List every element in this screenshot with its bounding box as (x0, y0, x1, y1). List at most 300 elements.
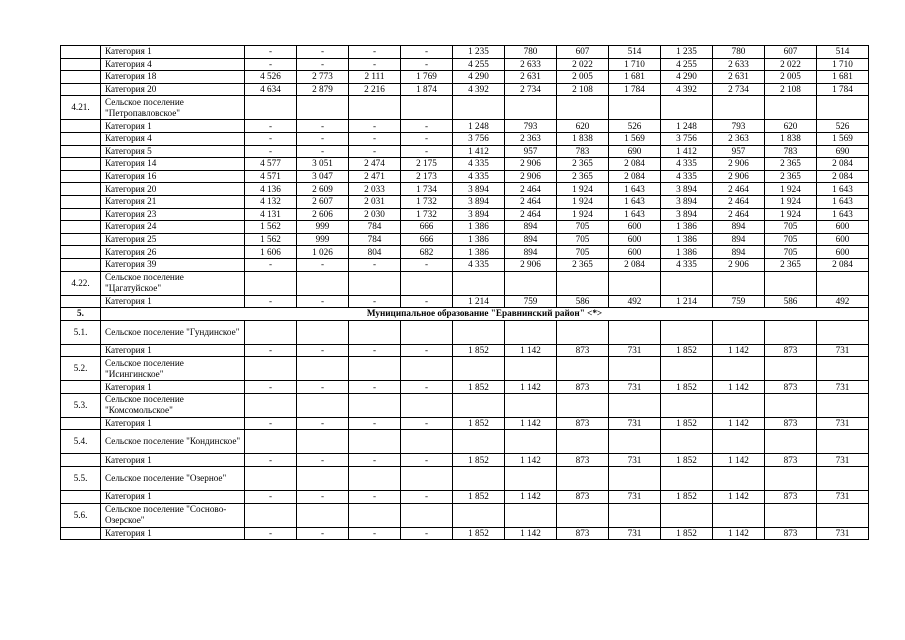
value-cell: 492 (609, 295, 661, 308)
row-index (61, 344, 101, 357)
value-cell: 1 852 (661, 344, 713, 357)
value-cell: 731 (817, 344, 869, 357)
value-cell: - (297, 58, 349, 71)
value-cell (765, 467, 817, 491)
row-index (61, 295, 101, 308)
value-cell: - (349, 344, 401, 357)
row-index (61, 71, 101, 84)
value-cell: 4 255 (661, 58, 713, 71)
category-row (61, 258, 869, 271)
category-name: Категория 5 (101, 145, 245, 158)
value-cell: 2 365 (557, 258, 609, 271)
value-cell (661, 393, 713, 417)
row-index (61, 246, 101, 259)
category-name: Категория 23 (101, 208, 245, 221)
value-cell (505, 357, 557, 381)
value-cell: 3 894 (661, 208, 713, 221)
value-cell (713, 467, 765, 491)
value-cell: 705 (765, 233, 817, 246)
value-cell: 586 (765, 295, 817, 308)
settlement-row (61, 320, 869, 344)
value-cell (349, 96, 401, 120)
value-cell (557, 271, 609, 295)
category-name: Категория 1 (101, 417, 245, 430)
value-cell (245, 96, 297, 120)
value-cell (453, 271, 505, 295)
value-cell (817, 320, 869, 344)
value-cell (245, 467, 297, 491)
value-cell (765, 96, 817, 120)
value-cell: - (349, 417, 401, 430)
value-cell (505, 320, 557, 344)
value-cell (401, 393, 453, 417)
value-cell (713, 96, 765, 120)
value-cell (401, 503, 453, 527)
value-cell: 1 142 (713, 454, 765, 467)
value-cell (401, 96, 453, 120)
value-cell: 873 (765, 527, 817, 540)
value-cell: 1 643 (817, 208, 869, 221)
value-cell: 3 051 (297, 158, 349, 171)
value-cell: - (245, 295, 297, 308)
row-index (61, 233, 101, 246)
value-cell: 873 (765, 417, 817, 430)
value-cell: 2 005 (765, 71, 817, 84)
category-row (61, 46, 869, 59)
row-index: 5.2. (61, 357, 101, 381)
row-index (61, 58, 101, 71)
value-cell (245, 357, 297, 381)
value-cell: 607 (557, 46, 609, 59)
category-row (61, 344, 869, 357)
value-cell: 784 (349, 221, 401, 234)
value-cell: 4 136 (245, 183, 297, 196)
value-cell (609, 467, 661, 491)
value-cell: 4 335 (661, 170, 713, 183)
value-cell: 2 631 (713, 71, 765, 84)
value-cell: 1 852 (453, 454, 505, 467)
value-cell: 586 (557, 295, 609, 308)
value-cell: 2 906 (505, 158, 557, 171)
value-cell: 2 111 (349, 71, 401, 84)
row-index (61, 258, 101, 271)
value-cell: 2 464 (505, 208, 557, 221)
value-cell (661, 503, 713, 527)
category-name: Категория 4 (101, 58, 245, 71)
value-cell: - (245, 344, 297, 357)
settlement-name: Сельское поселение "Петропавловское" (101, 96, 245, 120)
value-cell (505, 96, 557, 120)
value-cell: 4 392 (661, 83, 713, 96)
value-cell (245, 271, 297, 295)
row-index (61, 208, 101, 221)
value-cell: 1 386 (661, 221, 713, 234)
value-cell: 873 (557, 527, 609, 540)
value-cell: 2 773 (297, 71, 349, 84)
value-cell (297, 467, 349, 491)
value-cell: 1 681 (817, 71, 869, 84)
value-cell: 600 (609, 246, 661, 259)
value-cell: 2 631 (505, 71, 557, 84)
value-cell: 2 607 (297, 195, 349, 208)
category-name: Категория 1 (101, 46, 245, 59)
value-cell (557, 320, 609, 344)
category-row (61, 58, 869, 71)
category-row (61, 120, 869, 133)
value-cell: 873 (765, 344, 817, 357)
value-cell: 600 (817, 246, 869, 259)
value-cell: 600 (609, 221, 661, 234)
value-cell: 1 562 (245, 233, 297, 246)
value-cell: - (349, 491, 401, 504)
value-cell (349, 467, 401, 491)
category-row (61, 183, 869, 196)
value-cell (401, 430, 453, 454)
value-cell (661, 357, 713, 381)
value-cell: - (401, 132, 453, 145)
value-cell (297, 393, 349, 417)
row-index (61, 132, 101, 145)
value-cell (453, 467, 505, 491)
value-cell (817, 357, 869, 381)
category-name: Категория 39 (101, 258, 245, 271)
value-cell: 1 852 (661, 417, 713, 430)
category-name: Категория 20 (101, 183, 245, 196)
category-name: Категория 20 (101, 83, 245, 96)
value-cell: - (245, 258, 297, 271)
value-cell (245, 503, 297, 527)
value-cell: 1 606 (245, 246, 297, 259)
value-cell: 2 031 (349, 195, 401, 208)
value-cell: - (297, 258, 349, 271)
value-cell: - (297, 295, 349, 308)
value-cell: 1 924 (765, 183, 817, 196)
value-cell: 1 142 (505, 344, 557, 357)
row-index (61, 195, 101, 208)
value-cell: 873 (557, 454, 609, 467)
value-cell (557, 393, 609, 417)
value-cell (349, 430, 401, 454)
value-cell: 2 084 (609, 158, 661, 171)
value-cell: 2 906 (713, 258, 765, 271)
value-cell: 690 (609, 145, 661, 158)
value-cell: 620 (765, 120, 817, 133)
value-cell (713, 320, 765, 344)
value-cell: 2 471 (349, 170, 401, 183)
value-cell: 1 142 (505, 527, 557, 540)
value-cell: 731 (609, 344, 661, 357)
value-cell: 1 784 (817, 83, 869, 96)
value-cell (817, 430, 869, 454)
value-cell: 2 633 (505, 58, 557, 71)
value-cell: 1 924 (765, 208, 817, 221)
value-cell: - (245, 120, 297, 133)
value-cell: 2 108 (557, 83, 609, 96)
value-cell: - (401, 417, 453, 430)
value-cell: 1 142 (713, 491, 765, 504)
value-cell: 2 084 (817, 158, 869, 171)
table-body (61, 46, 869, 540)
section-title: Муниципальное образование "Еравнинский район" <*> (101, 308, 869, 321)
row-index: 5.1. (61, 320, 101, 344)
value-cell: 1 924 (557, 195, 609, 208)
category-name: Категория 1 (101, 491, 245, 504)
category-row (61, 132, 869, 145)
value-cell: 1 142 (713, 417, 765, 430)
value-cell: - (245, 132, 297, 145)
value-cell (609, 393, 661, 417)
value-cell: 957 (505, 145, 557, 158)
value-cell: 759 (505, 295, 557, 308)
value-cell (505, 467, 557, 491)
value-cell (661, 96, 713, 120)
value-cell: - (349, 145, 401, 158)
row-index (61, 46, 101, 59)
value-cell (765, 393, 817, 417)
value-cell: 1 569 (609, 132, 661, 145)
value-cell (245, 430, 297, 454)
value-cell: 2 173 (401, 170, 453, 183)
value-cell: 4 571 (245, 170, 297, 183)
row-index (61, 491, 101, 504)
value-cell: 873 (765, 454, 817, 467)
value-cell: 4 577 (245, 158, 297, 171)
category-row (61, 295, 869, 308)
value-cell: 780 (505, 46, 557, 59)
value-cell: 894 (713, 246, 765, 259)
value-cell: 793 (713, 120, 765, 133)
settlement-row (61, 393, 869, 417)
value-cell: 600 (609, 233, 661, 246)
value-cell: 4 290 (453, 71, 505, 84)
value-cell: 1 412 (661, 145, 713, 158)
value-cell: - (401, 527, 453, 540)
settlement-row (61, 430, 869, 454)
value-cell: 894 (505, 246, 557, 259)
value-cell: 1 248 (453, 120, 505, 133)
value-cell: 731 (609, 491, 661, 504)
value-cell: 705 (765, 221, 817, 234)
value-cell: - (349, 381, 401, 394)
value-cell: 705 (557, 246, 609, 259)
value-cell: 4 335 (453, 170, 505, 183)
value-cell: 1 643 (609, 208, 661, 221)
value-cell: 705 (557, 221, 609, 234)
value-cell: 4 392 (453, 83, 505, 96)
value-cell: - (401, 58, 453, 71)
value-cell (349, 320, 401, 344)
value-cell (401, 357, 453, 381)
value-cell: 731 (817, 491, 869, 504)
value-cell (713, 393, 765, 417)
value-cell: 999 (297, 221, 349, 234)
value-cell: - (245, 58, 297, 71)
value-cell (817, 503, 869, 527)
row-index: 5.6. (61, 503, 101, 527)
category-name: Категория 1 (101, 344, 245, 357)
value-cell: 957 (713, 145, 765, 158)
value-cell: 4 335 (453, 258, 505, 271)
row-index: 4.21. (61, 96, 101, 120)
value-cell: 690 (817, 145, 869, 158)
value-cell: 731 (817, 417, 869, 430)
value-cell: 1 924 (765, 195, 817, 208)
value-cell: 1 142 (505, 454, 557, 467)
value-cell (453, 393, 505, 417)
settlement-name: Сельское поселение "Комсомольское" (101, 393, 245, 417)
value-cell: 2 030 (349, 208, 401, 221)
category-row (61, 221, 869, 234)
value-cell: 4 335 (453, 158, 505, 171)
category-row (61, 527, 869, 540)
category-name: Категория 14 (101, 158, 245, 171)
settlement-row (61, 357, 869, 381)
value-cell: - (349, 295, 401, 308)
value-cell: - (349, 527, 401, 540)
value-cell: 1 142 (713, 344, 765, 357)
value-cell: 2 084 (609, 258, 661, 271)
row-index (61, 417, 101, 430)
value-cell (557, 467, 609, 491)
value-cell (401, 320, 453, 344)
value-cell: 1 643 (817, 195, 869, 208)
value-cell: - (297, 132, 349, 145)
value-cell: 873 (765, 381, 817, 394)
value-cell: 1 874 (401, 83, 453, 96)
value-cell: 3 894 (453, 208, 505, 221)
value-cell (453, 320, 505, 344)
category-name: Категория 21 (101, 195, 245, 208)
value-cell: 2 464 (505, 183, 557, 196)
value-cell: 1 142 (505, 381, 557, 394)
value-cell (401, 271, 453, 295)
settlement-name: Сельское поселение "Исингинское" (101, 357, 245, 381)
value-cell: - (297, 417, 349, 430)
value-cell: 514 (609, 46, 661, 59)
value-cell (609, 320, 661, 344)
value-cell (765, 430, 817, 454)
value-cell (557, 503, 609, 527)
value-cell: - (245, 381, 297, 394)
value-cell: 2 464 (713, 208, 765, 221)
row-index: 5.4. (61, 430, 101, 454)
value-cell: 1 142 (505, 417, 557, 430)
value-cell: - (401, 381, 453, 394)
value-cell: 4 526 (245, 71, 297, 84)
value-cell (401, 467, 453, 491)
value-cell (557, 96, 609, 120)
value-cell (245, 320, 297, 344)
value-cell: 2 365 (765, 158, 817, 171)
value-cell (713, 430, 765, 454)
value-cell: - (349, 120, 401, 133)
value-cell (609, 430, 661, 454)
value-cell (245, 393, 297, 417)
value-cell: 2 363 (713, 132, 765, 145)
value-cell: 2 022 (765, 58, 817, 71)
value-cell: 2 906 (505, 170, 557, 183)
category-row (61, 195, 869, 208)
value-cell: - (297, 145, 349, 158)
value-cell: 1 386 (453, 246, 505, 259)
value-cell: 1 852 (453, 491, 505, 504)
value-cell: 514 (817, 46, 869, 59)
category-name: Категория 18 (101, 71, 245, 84)
value-cell: 2 906 (505, 258, 557, 271)
value-cell: 1 852 (453, 381, 505, 394)
value-cell: 2 175 (401, 158, 453, 171)
value-cell: 4 634 (245, 83, 297, 96)
row-index: 4.22. (61, 271, 101, 295)
category-name: Категория 1 (101, 295, 245, 308)
value-cell: 873 (557, 417, 609, 430)
value-cell (505, 393, 557, 417)
category-name: Категория 26 (101, 246, 245, 259)
category-row (61, 417, 869, 430)
value-cell: 873 (557, 344, 609, 357)
value-cell (297, 430, 349, 454)
value-cell: 1 412 (453, 145, 505, 158)
category-name: Категория 4 (101, 132, 245, 145)
value-cell (661, 320, 713, 344)
value-cell: 2 606 (297, 208, 349, 221)
value-cell: 2 734 (505, 83, 557, 96)
category-row (61, 454, 869, 467)
settlement-row (61, 271, 869, 295)
value-cell (297, 320, 349, 344)
row-index (61, 158, 101, 171)
value-cell (713, 503, 765, 527)
value-cell: 1 026 (297, 246, 349, 259)
value-cell (661, 271, 713, 295)
value-cell: 1 710 (817, 58, 869, 71)
value-cell: 2 363 (505, 132, 557, 145)
value-cell: 2 005 (557, 71, 609, 84)
value-cell: 731 (817, 381, 869, 394)
value-cell: 873 (557, 491, 609, 504)
category-row (61, 71, 869, 84)
tariff-table (60, 45, 869, 540)
value-cell (349, 357, 401, 381)
value-cell: 705 (557, 233, 609, 246)
value-cell: 4 255 (453, 58, 505, 71)
category-name: Категория 1 (101, 454, 245, 467)
value-cell: - (401, 46, 453, 59)
value-cell (349, 393, 401, 417)
value-cell: 526 (609, 120, 661, 133)
value-cell: 3 047 (297, 170, 349, 183)
value-cell: 894 (505, 221, 557, 234)
value-cell: 600 (817, 233, 869, 246)
value-cell: - (401, 145, 453, 158)
row-index (61, 170, 101, 183)
value-cell: - (401, 258, 453, 271)
settlement-name: Сельское поселение "Кондинское" (101, 430, 245, 454)
value-cell (765, 503, 817, 527)
settlement-name: Сельское поселение "Гундинское" (101, 320, 245, 344)
value-cell: 1 838 (765, 132, 817, 145)
value-cell: 1 248 (661, 120, 713, 133)
value-cell (765, 357, 817, 381)
category-row (61, 208, 869, 221)
value-cell (297, 357, 349, 381)
category-row (61, 491, 869, 504)
value-cell: 2 734 (713, 83, 765, 96)
value-cell (297, 271, 349, 295)
value-cell: 3 756 (661, 132, 713, 145)
category-row (61, 381, 869, 394)
value-cell: 1 235 (661, 46, 713, 59)
